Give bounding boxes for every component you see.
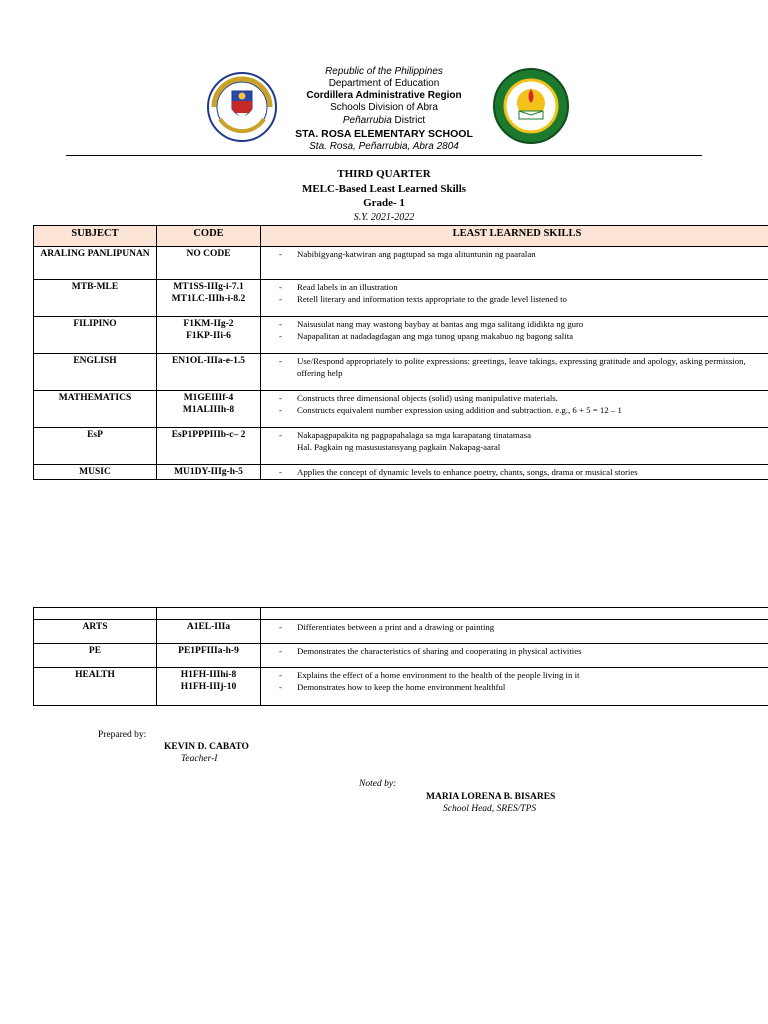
code-cell: [157, 280, 261, 317]
skill-text: Use/Respond appropriately to polite expressions: greetings, leave takings, expressing gratitude and apology, asking permission, offering help: [297, 356, 746, 378]
code-value: F1KM-IIg-2: [183, 319, 234, 329]
noted-by-name: MARIA LORENA B. BISARES: [426, 792, 556, 802]
header-department: Department of Education: [328, 78, 440, 89]
skills-table: [33, 225, 768, 480]
subject-cell: HEALTH: [34, 668, 157, 706]
code-value: M1ALIIIh-8: [182, 405, 235, 415]
table-row: [34, 391, 768, 428]
code-value: NO CODE: [186, 249, 231, 259]
skill-item: [281, 404, 768, 416]
skill-bullet: -: [279, 646, 282, 656]
skill-bullet: -: [279, 249, 282, 259]
school-year: S.Y. 2021-2022: [353, 212, 415, 223]
header-republic: Republic of the Philippines: [325, 66, 443, 77]
skill-item: [281, 681, 768, 693]
code-cell: [157, 428, 261, 465]
subject-cell: ARTS: [34, 620, 157, 644]
table-header-row: [34, 226, 768, 247]
skill-item: [281, 621, 768, 633]
skill-bullet: -: [279, 393, 282, 403]
skills-cell: [261, 620, 768, 644]
code-value: EN1OL-IIIa-e-1.5: [171, 356, 246, 366]
skill-text: Naisusulat nang may wastong baybay at bantas ang mga salitang ididikta ng guro: [297, 319, 584, 329]
skills-cell: [261, 280, 768, 317]
code-value: MU1DY-IIIg-h-5: [174, 467, 243, 477]
table-row: [34, 668, 768, 706]
skills-cell: [261, 247, 768, 280]
table-row: [34, 620, 768, 644]
skills-table-continued: [33, 607, 768, 706]
header-rule: [66, 155, 702, 156]
skill-bullet: -: [279, 682, 282, 692]
blank-cell: [34, 608, 157, 620]
blank-cell: [261, 608, 768, 620]
code-cell: [157, 391, 261, 428]
skill-bullet: -: [279, 319, 282, 329]
skill-text: Demonstrates how to keep the home environment healthful: [297, 682, 506, 692]
grade-title: Grade- 1: [363, 197, 405, 209]
code-value: M1GEIIIf-4: [183, 393, 234, 403]
code-value: MT1SS-IIIg-i-7.1: [173, 282, 244, 292]
skills-cell: [261, 354, 768, 391]
district-suffix: District: [391, 115, 426, 126]
code-cell: [157, 465, 261, 480]
skill-bullet: -: [279, 282, 282, 292]
skill-bullet: -: [279, 405, 282, 415]
skill-text: Hal. Pagkain ng masusustansyang pagkain Nakapag-aaral: [297, 442, 501, 452]
skill-text: Constructs equivalent number expression using addition and subtraction. e.g., 6 + 5 = 12 – 1: [297, 405, 622, 415]
subject-cell: EsP: [34, 428, 157, 465]
skill-text: Constructs three dimensional objects (solid) using manipulative materials.: [297, 393, 558, 403]
skill-item: [281, 318, 768, 330]
skill-text: Napapalitan at nadadagdagan ang mga tunog upang makabuo ng bagong salita: [297, 331, 574, 341]
table-row: [34, 354, 768, 391]
skill-item: [281, 248, 768, 260]
skill-text: Retell literary and information texts appropriate to the grade level listened to: [297, 294, 567, 304]
skill-item: [281, 330, 768, 342]
code-cell: [157, 317, 261, 354]
code-value: F1KP-IIi-6: [186, 331, 231, 341]
skill-item: [281, 645, 768, 657]
table-row: [34, 247, 768, 280]
skill-text: Read labels in an illustration: [297, 282, 398, 292]
code-value: A1EL-IIIa: [186, 622, 231, 632]
skill-bullet: -: [279, 331, 282, 341]
skill-item: [281, 441, 768, 453]
skills-cell: [261, 428, 768, 465]
col-header-code: CODE: [157, 226, 261, 247]
skill-item: [281, 281, 768, 293]
table-blank-row: [34, 608, 768, 620]
skill-item: [281, 392, 768, 404]
skill-text: Differentiates between a print and a drawing or painting: [297, 622, 495, 632]
subject-cell: PE: [34, 644, 157, 668]
noted-by-label: Noted by:: [359, 779, 397, 789]
table-row: [34, 644, 768, 668]
skill-text: Demonstrates the characteristics of sharing and cooperating in physical activities: [297, 646, 582, 656]
skills-cell: [261, 317, 768, 354]
table-row: [34, 317, 768, 354]
skills-cell: [261, 668, 768, 706]
skill-item: [281, 466, 768, 478]
skill-text: Applies the concept of dynamic levels to enhance poetry, chants, songs, drama or musical stories: [297, 467, 638, 477]
subject-cell: MUSIC: [34, 465, 157, 480]
code-cell: [157, 247, 261, 280]
code-value: MT1LC-IIIh-i-8.2: [171, 294, 246, 304]
skill-item: [281, 293, 768, 305]
col-header-skills: LEAST LEARNED SKILLS: [261, 226, 768, 247]
header-district: [0, 115, 768, 127]
noted-by-title: School Head, SRES/TPS: [443, 804, 537, 814]
prepared-by-title: Teacher-I: [181, 754, 218, 764]
header-region: Cordillera Administrative Region: [306, 90, 462, 101]
table-row: [34, 280, 768, 317]
subject-cell: MATHEMATICS: [34, 391, 157, 428]
code-cell: [157, 668, 261, 706]
skills-cell: [261, 391, 768, 428]
skill-bullet: -: [279, 294, 282, 304]
skills-cell: [261, 465, 768, 480]
skill-text: Explains the effect of a home environment to the health of the people living in it: [297, 670, 580, 680]
col-header-subject: SUBJECT: [34, 226, 157, 247]
header-division: Schools Division of Abra: [330, 102, 438, 113]
skill-bullet: -: [279, 622, 282, 632]
table-row: [34, 428, 768, 465]
skill-item: [281, 429, 768, 441]
quarter-title: THIRD QUARTER: [337, 168, 431, 180]
skills-cell: [261, 644, 768, 668]
subject-cell: ENGLISH: [34, 354, 157, 391]
code-value: H1FH-IIIj-10: [180, 682, 237, 692]
skill-bullet: -: [279, 356, 282, 366]
code-value: PE1PFIIIa-h-9: [178, 646, 239, 656]
code-cell: [157, 620, 261, 644]
code-value: EsP1PPPIIIb-c– 2: [171, 430, 246, 440]
code-value: H1FH-IIIhi-8: [180, 670, 237, 680]
skill-item: [281, 355, 768, 379]
table-row: [34, 465, 768, 480]
skill-bullet: -: [279, 670, 282, 680]
subject-cell: MTB-MLE: [34, 280, 157, 317]
blank-cell: [157, 608, 261, 620]
prepared-by-label: Prepared by:: [98, 730, 147, 740]
code-cell: [157, 644, 261, 668]
school-address: Sta. Rosa, Peñarrubia, Abra 2804: [309, 141, 459, 152]
school-name: STA. ROSA ELEMENTARY SCHOOL: [295, 128, 473, 140]
prepared-by-name: KEVIN D. CABATO: [164, 742, 249, 752]
code-cell: [157, 354, 261, 391]
skill-text: Nakapagpapakita ng pagpapahalaga sa mga karapatang tinatamasa: [297, 430, 531, 440]
skill-bullet: -: [279, 467, 282, 477]
subject-cell: FILIPINO: [34, 317, 157, 354]
skill-item: [281, 669, 768, 681]
subject-cell: ARALING PANLIPUNAN: [34, 247, 157, 280]
document-subtitle: MELC-Based Least Learned Skills: [301, 183, 467, 195]
skill-bullet: -: [279, 430, 282, 440]
district-name: Peñarrubia: [342, 115, 392, 126]
skill-text: Nabibigyang-katwiran ang pagtupad sa mga alituntunin ng paaralan: [297, 249, 536, 259]
